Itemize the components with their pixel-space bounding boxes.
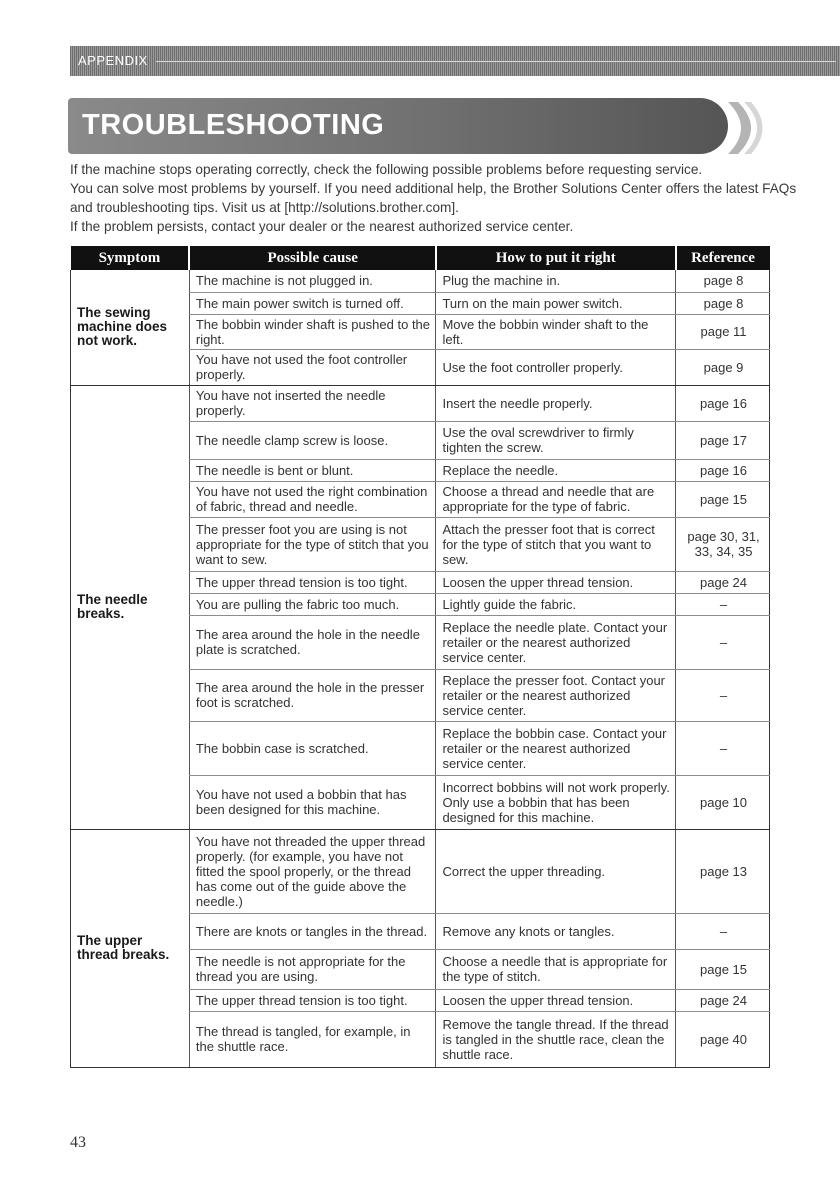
- reference-cell: page 8: [676, 270, 770, 292]
- cause-cell: The upper thread tension is too tight.: [189, 989, 436, 1011]
- troubleshooting-table: [70, 246, 770, 1068]
- cause-cell: You are pulling the fabric too much.: [189, 593, 436, 615]
- table-row: [71, 270, 770, 292]
- reference-cell: page 8: [676, 292, 770, 314]
- header-reference: Reference: [676, 246, 770, 270]
- fix-cell: Lightly guide the fabric.: [436, 593, 676, 615]
- cause-cell: You have not used a bobbin that has been designed for this machine.: [189, 775, 436, 829]
- fix-cell: Move the bobbin winder shaft to the left.: [436, 314, 676, 349]
- reference-cell: page 40: [676, 1011, 770, 1067]
- reference-cell: –: [676, 669, 770, 721]
- fix-cell: Plug the machine in.: [436, 270, 676, 292]
- intro-paragraph: If the machine stops operating correctly, check the following possible problems before requesting service.: [70, 162, 703, 177]
- reference-cell: page 24: [676, 571, 770, 593]
- reference-cell: page 15: [676, 481, 770, 517]
- title-banner: [68, 98, 728, 154]
- symptom-cell: The needle breaks.: [71, 385, 190, 829]
- intro-paragraph: If the problem persists, contact your dealer or the nearest authorized service center.: [70, 219, 574, 234]
- fix-cell: Replace the needle.: [436, 459, 676, 481]
- fix-cell: Choose a thread and needle that are appropriate for the type of fabric.: [436, 481, 676, 517]
- fix-cell: Insert the needle properly.: [436, 385, 676, 421]
- cause-cell: The needle clamp screw is loose.: [189, 421, 436, 459]
- table-header-row: [71, 246, 770, 270]
- reference-cell: page 11: [676, 314, 770, 349]
- chevron-right-icon: [724, 98, 774, 158]
- cause-cell: The thread is tangled, for example, in the shuttle race.: [189, 1011, 436, 1067]
- fix-cell: Loosen the upper thread tension.: [436, 571, 676, 593]
- cause-cell: You have not used the right combination of fabric, thread and needle.: [189, 481, 436, 517]
- cause-cell: The main power switch is turned off.: [189, 292, 436, 314]
- header-how-to-fix: How to put it right: [436, 246, 676, 270]
- reference-cell: page 24: [676, 989, 770, 1011]
- reference-cell: page 9: [676, 349, 770, 385]
- cause-cell: You have not inserted the needle properly.: [189, 385, 436, 421]
- fix-cell: Replace the needle plate. Contact your retailer or the nearest authorized service center.: [436, 615, 676, 669]
- fix-cell: Choose a needle that is appropriate for the type of stitch.: [436, 949, 676, 989]
- reference-cell: –: [676, 913, 770, 949]
- symptom-cell: The sewing machine does not work.: [71, 270, 190, 385]
- fix-cell: Use the oval screwdriver to firmly tighten the screw.: [436, 421, 676, 459]
- page-number: 43: [70, 1134, 86, 1151]
- table-row: [71, 829, 770, 913]
- reference-cell: page 10: [676, 775, 770, 829]
- intro-text: [70, 160, 810, 236]
- fix-cell: Correct the upper threading.: [436, 829, 676, 913]
- cause-cell: The needle is bent or blunt.: [189, 459, 436, 481]
- reference-cell: page 16: [676, 385, 770, 421]
- reference-cell: page 15: [676, 949, 770, 989]
- page-title: TROUBLESHOOTING: [82, 109, 385, 141]
- cause-cell: The needle is not appropriate for the thread you are using.: [189, 949, 436, 989]
- fix-cell: Use the foot controller properly.: [436, 349, 676, 385]
- fix-cell: Loosen the upper thread tension.: [436, 989, 676, 1011]
- cause-cell: The presser foot you are using is not appropriate for the type of stitch that you want to sew.: [189, 517, 436, 571]
- reference-cell: page 17: [676, 421, 770, 459]
- appendix-header-bar: [70, 46, 840, 76]
- fix-cell: Attach the presser foot that is correct for the type of stitch that you want to sew.: [436, 517, 676, 571]
- reference-cell: –: [676, 593, 770, 615]
- fix-cell: Replace the bobbin case. Contact your retailer or the nearest authorized service center.: [436, 721, 676, 775]
- fix-cell: Turn on the main power switch.: [436, 292, 676, 314]
- table-row: [71, 385, 770, 421]
- cause-cell: You have not threaded the upper thread properly. (for example, you have not fitted the spool properly, or the thread has come out of the guide above the needle.): [189, 829, 436, 913]
- fix-cell: Remove the tangle thread. If the thread is tangled in the shuttle race, clean the shuttle race.: [436, 1011, 676, 1067]
- reference-cell: page 13: [676, 829, 770, 913]
- cause-cell: The upper thread tension is too tight.: [189, 571, 436, 593]
- cause-cell: There are knots or tangles in the thread.: [189, 913, 436, 949]
- header-possible-cause: Possible cause: [189, 246, 436, 270]
- symptom-cell: The upper thread breaks.: [71, 829, 190, 1067]
- reference-cell: page 30, 31, 33, 34, 35: [676, 517, 770, 571]
- reference-cell: –: [676, 615, 770, 669]
- intro-paragraph: You can solve most problems by yourself. If you need additional help, the Brother Solutions Center offers the latest FAQs and troubleshooting tips. Visit us at [http://solutions.brother.com].: [70, 181, 797, 215]
- cause-cell: You have not used the foot controller properly.: [189, 349, 436, 385]
- fix-cell: Remove any knots or tangles.: [436, 913, 676, 949]
- fix-cell: Incorrect bobbins will not work properly. Only use a bobbin that has been designed for this machine.: [436, 775, 676, 829]
- header-rule: [156, 61, 836, 62]
- cause-cell: The area around the hole in the presser foot is scratched.: [189, 669, 436, 721]
- cause-cell: The machine is not plugged in.: [189, 270, 436, 292]
- cause-cell: The bobbin case is scratched.: [189, 721, 436, 775]
- section-label: APPENDIX: [78, 53, 148, 68]
- reference-cell: –: [676, 721, 770, 775]
- reference-cell: page 16: [676, 459, 770, 481]
- fix-cell: Replace the presser foot. Contact your retailer or the nearest authorized service center.: [436, 669, 676, 721]
- cause-cell: The bobbin winder shaft is pushed to the right.: [189, 314, 436, 349]
- cause-cell: The area around the hole in the needle plate is scratched.: [189, 615, 436, 669]
- header-symptom: Symptom: [71, 246, 190, 270]
